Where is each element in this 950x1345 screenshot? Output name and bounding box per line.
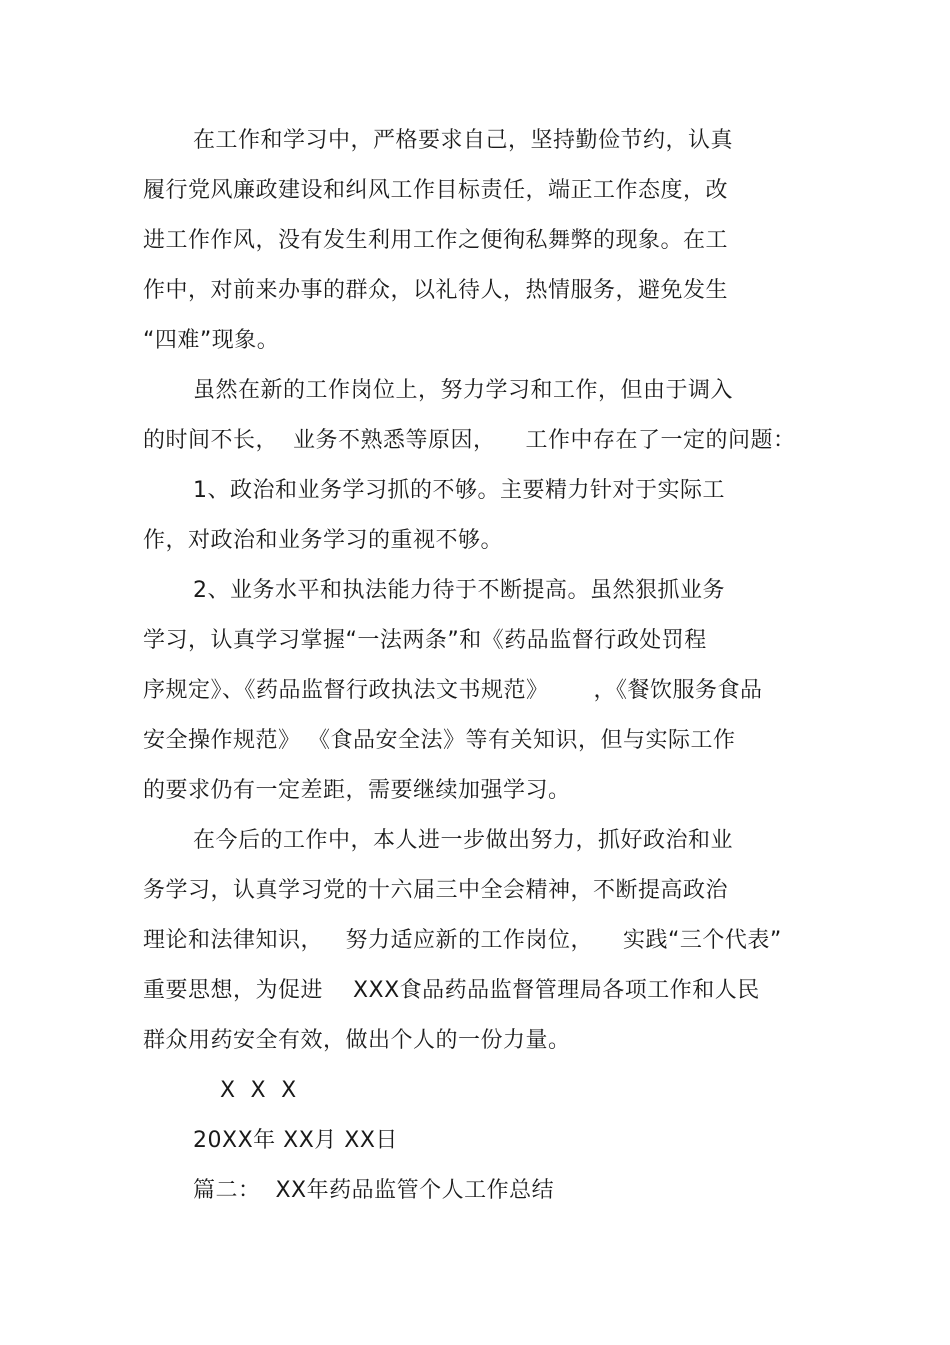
text-line: 虽然在新的工作岗位上，努力学习和工作，但由于调入 bbox=[193, 378, 734, 403]
text-line: 安全操作规范》 《食品安全法》等有关知识，但与实际工作 bbox=[143, 728, 736, 753]
text-line: 群众用药安全有效，做出个人的一份力量。 bbox=[143, 1028, 571, 1053]
signature-date: 20XX年 XX月 XX日 bbox=[193, 1128, 398, 1153]
text-line: “四难”现象。 bbox=[143, 328, 280, 353]
text-line: 作，对政治和业务学习的重视不够。 bbox=[143, 528, 504, 553]
text-line: 在工作和学习中，严格要求自己，坚持勤俭节约，认真 bbox=[193, 128, 734, 153]
text-line: 学习，认真学习掌握“一法两条”和《药品监督行政处罚程 bbox=[143, 628, 707, 653]
text-line: 进工作作风，没有发生利用工作之便徇私舞弊的现象。在工 bbox=[143, 228, 729, 253]
text-line: 理论和法律知识， 努力适应新的工作岗位， 实践“三个代表” bbox=[143, 928, 782, 953]
signature-name: X X X bbox=[220, 1078, 297, 1103]
text-line: 履行党风廉政建设和纠风工作目标责任，端正工作态度，改 bbox=[143, 178, 729, 203]
text-line: 的要求仍有一定差距，需要继续加强学习。 bbox=[143, 778, 571, 803]
text-line: 务学习，认真学习党的十六届三中全会精神，不断提高政治 bbox=[143, 878, 729, 903]
text-line: 序规定》、《药品监督行政执法文书规范》 ，《餐饮服务食品 bbox=[143, 678, 763, 703]
section-heading: 篇二： XX年药品监管个人工作总结 bbox=[193, 1178, 555, 1203]
text-line: 的时间不长， 业务不熟悉等原因， 工作中存在了一定的问题： bbox=[143, 428, 796, 453]
text-line: 作中，对前来办事的群众，以礼待人，热情服务，避免发生 bbox=[143, 278, 729, 303]
text-line: 1、政治和业务学习抓的不够。主要精力针对于实际工 bbox=[193, 478, 725, 503]
text-line: 2、业务水平和执法能力待于不断提高。虽然狠抓业务 bbox=[193, 578, 725, 603]
text-line: 在今后的工作中，本人进一步做出努力，抓好政治和业 bbox=[193, 828, 734, 853]
text-line: 重要思想，为促进 XXX食品药品监督管理局各项工作和人民 bbox=[143, 978, 760, 1003]
